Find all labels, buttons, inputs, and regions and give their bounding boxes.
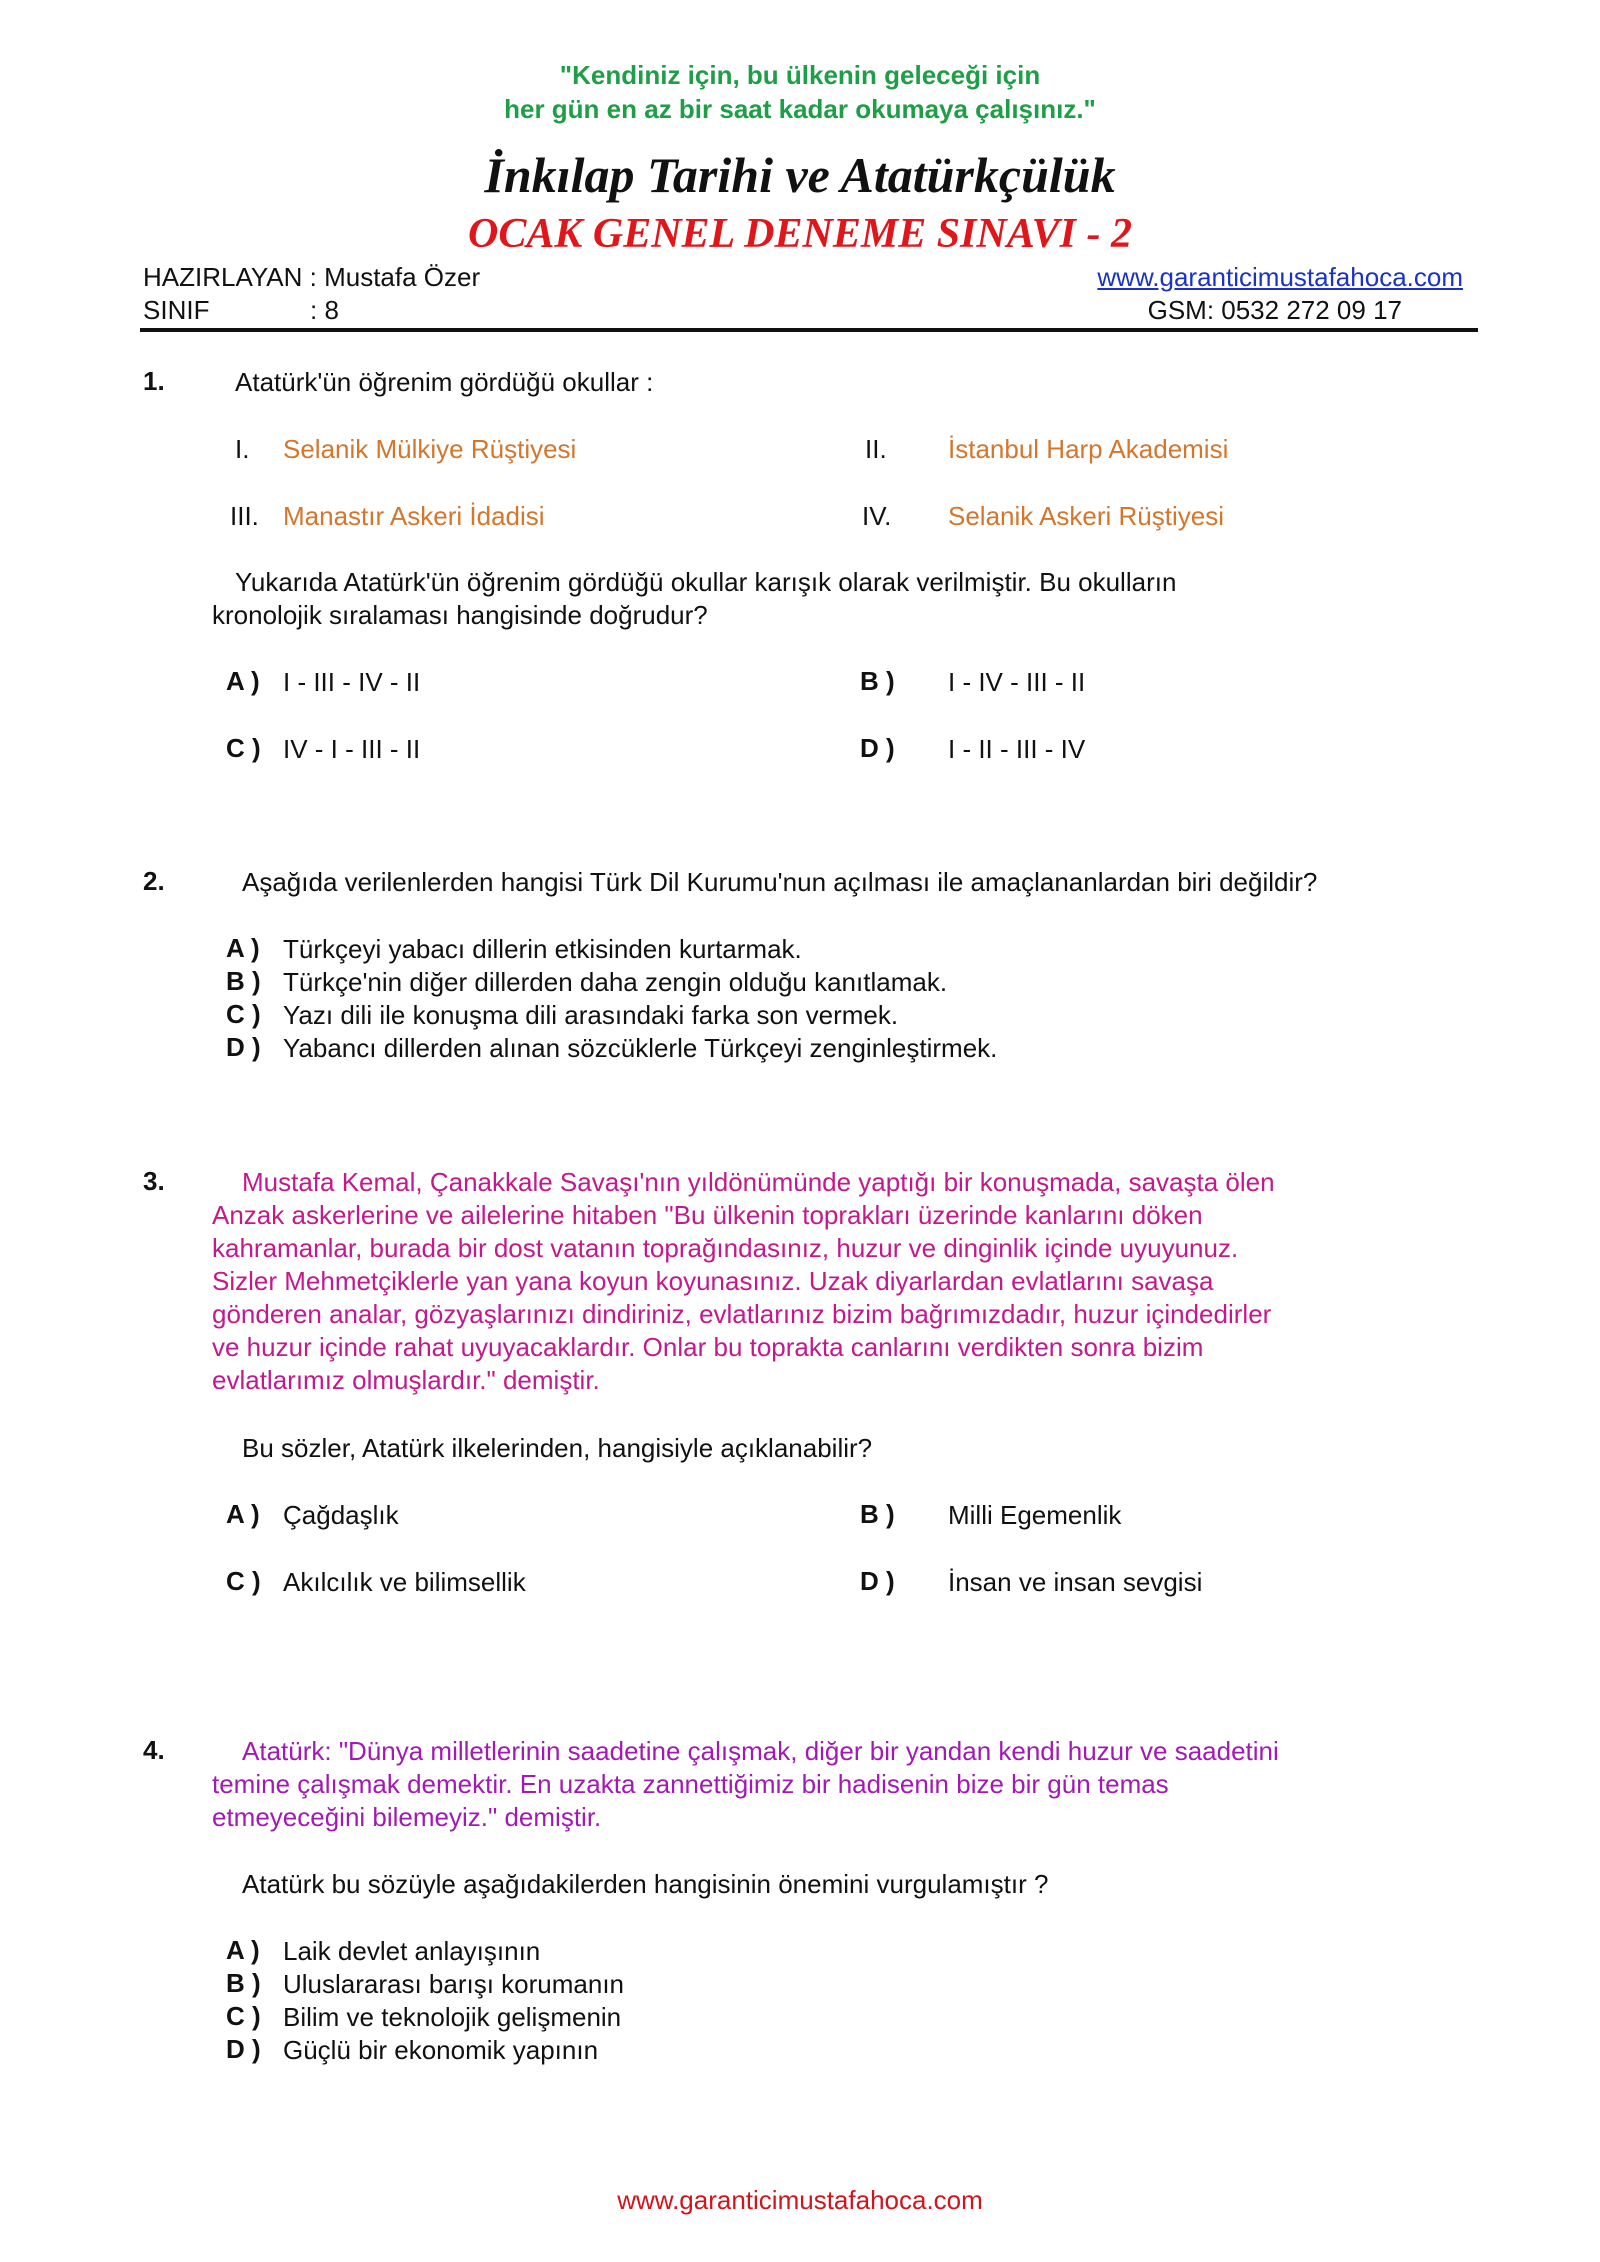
question-prompt: Aşağıda verilenlerden hangisi Türk Dil Kurumu'nun açılması ile amaçlananlardan biri değildir?: [242, 867, 1318, 897]
option-letter-a: A ): [226, 666, 260, 696]
option-c[interactable]: Bilim ve teknolojik gelişmenin: [283, 2002, 622, 2032]
passage-line: etmeyeceğini bilemeyiz." demiştir.: [212, 1802, 602, 1832]
question-stem: Atatürk bu sözüyle aşağıdakilerden hangisinin önemini vurgulamıştır ?: [242, 1869, 1049, 1899]
question-number: 2.: [143, 866, 165, 896]
school-item: Manastır Askeri İdadisi: [283, 501, 545, 531]
option-letter-d: D ): [226, 2034, 261, 2064]
roman-numeral: III.: [230, 501, 259, 531]
passage-line: Mustafa Kemal, Çanakkale Savaşı'nın yıldönümünde yaptığı bir konuşmada, savaşta ölen: [242, 1167, 1275, 1197]
option-letter-b: B ): [860, 1499, 895, 1529]
passage-line: kahramanlar, burada bir dost vatanın toprağındasınız, huzur ve dinginlik içinde uyuyunuz.: [212, 1233, 1239, 1263]
option-d[interactable]: Güçlü bir ekonomik yapının: [283, 2035, 599, 2065]
motto-line-2: her gün en az bir saat kadar okumaya çalışınız.": [504, 94, 1096, 124]
option-d[interactable]: İnsan ve insan sevgisi: [948, 1567, 1203, 1597]
question-prompt: Atatürk'ün öğrenim gördüğü okullar :: [235, 367, 654, 397]
class-label: SINIF: [143, 295, 210, 325]
question-stem-line: kronolojik sıralaması hangisinde doğrudur?: [212, 600, 708, 630]
passage-line: Atatürk: "Dünya milletlerinin saadetine çalışmak, diğer bir yandan kendi huzur ve saadetini: [242, 1736, 1279, 1766]
option-c[interactable]: Akılcılık ve bilimsellik: [283, 1567, 526, 1597]
option-letter-d: D ): [860, 733, 895, 763]
question-stem-line: Yukarıda Atatürk'ün öğrenim gördüğü okullar karışık olarak verilmiştir. Bu okulların: [235, 567, 1177, 597]
footer-website[interactable]: www.garanticimustafahoca.com: [617, 2185, 983, 2215]
option-d[interactable]: Yabancı dillerden alınan sözcüklerle Türkçeyi zenginleştirmek.: [283, 1033, 998, 1063]
option-b[interactable]: I - IV - III - II: [948, 667, 1086, 697]
roman-numeral: IV.: [862, 501, 892, 531]
class-value: : 8: [310, 295, 339, 325]
passage-line: ve huzur içinde rahat uyuyacaklardır. Onlar bu toprakta canlarını verdikten sonra bizim: [212, 1332, 1204, 1362]
option-letter-c: C ): [226, 2001, 261, 2031]
option-d[interactable]: I - II - III - IV: [948, 734, 1086, 764]
option-letter-c: C ): [226, 999, 261, 1029]
option-c[interactable]: Yazı dili ile konuşma dili arasındaki farka son vermek.: [283, 1000, 899, 1030]
roman-numeral: II.: [865, 434, 887, 464]
question-number: 4.: [143, 1735, 165, 1765]
option-letter-b: B ): [860, 666, 895, 696]
school-item: İstanbul Harp Akademisi: [948, 434, 1229, 464]
option-c[interactable]: IV - I - III - II: [283, 734, 421, 764]
passage-line: temine çalışmak demektir. En uzakta zannettiğimiz bir hadisenin bize bir gün temas: [212, 1769, 1169, 1799]
option-b[interactable]: Türkçe'nin diğer dillerden daha zengin olduğu kanıtlamak.: [283, 967, 948, 997]
question-number: 3.: [143, 1166, 165, 1196]
option-a[interactable]: I - III - IV - II: [283, 667, 421, 697]
option-letter-a: A ): [226, 933, 260, 963]
author-label: HAZIRLAYAN : Mustafa Özer: [143, 262, 481, 292]
roman-numeral: I.: [235, 434, 250, 464]
passage-line: evlatlarımız olmuşlardır." demiştir.: [212, 1365, 600, 1395]
passage-line: gönderen analar, gözyaşlarınızı dindiriniz, evlatlarınız bizim bağrımızdadır, huzur içindedirler: [212, 1299, 1272, 1329]
option-letter-c: C ): [226, 1566, 261, 1596]
option-letter-c: C ): [226, 733, 261, 763]
header-divider: [140, 328, 1478, 332]
motto-line-1: "Kendiniz için, bu ülkenin geleceği için: [559, 60, 1041, 90]
option-letter-b: B ): [226, 966, 261, 996]
passage-line: Sizler Mehmetçiklerle yan yana koyun koyunasınız. Uzak diyarlardan evlatlarını savaşa: [212, 1266, 1214, 1296]
question-stem: Bu sözler, Atatürk ilkelerinden, hangisiyle açıklanabilir?: [242, 1433, 873, 1463]
option-letter-a: A ): [226, 1499, 260, 1529]
option-letter-d: D ): [226, 1032, 261, 1062]
question-number: 1.: [143, 366, 165, 396]
option-a[interactable]: Laik devlet anlayışının: [283, 1936, 541, 1966]
option-letter-d: D ): [860, 1566, 895, 1596]
school-item: Selanik Mülkiye Rüştiyesi: [283, 434, 577, 464]
option-letter-a: A ): [226, 1935, 260, 1965]
option-b[interactable]: Uluslararası barışı korumanın: [283, 1969, 625, 1999]
phone-number: GSM: 0532 272 09 17: [1147, 295, 1402, 325]
option-letter-b: B ): [226, 1968, 261, 1998]
option-a[interactable]: Çağdaşlık: [283, 1500, 399, 1530]
option-b[interactable]: Milli Egemenlik: [948, 1500, 1122, 1530]
header-website-link[interactable]: www.garanticimustafahoca.com: [1097, 262, 1463, 292]
option-a[interactable]: Türkçeyi yabacı dillerin etkisinden kurtarmak.: [283, 934, 802, 964]
passage-line: Anzak askerlerine ve ailelerine hitaben "Bu ülkenin toprakları üzerinde kanlarını döken: [212, 1200, 1203, 1230]
school-item: Selanik Askeri Rüştiyesi: [948, 501, 1224, 531]
page-subtitle: OCAK GENEL DENEME SINAVI - 2: [468, 211, 1132, 257]
page-title: İnkılap Tarihi ve Atatürkçülük: [484, 147, 1116, 203]
